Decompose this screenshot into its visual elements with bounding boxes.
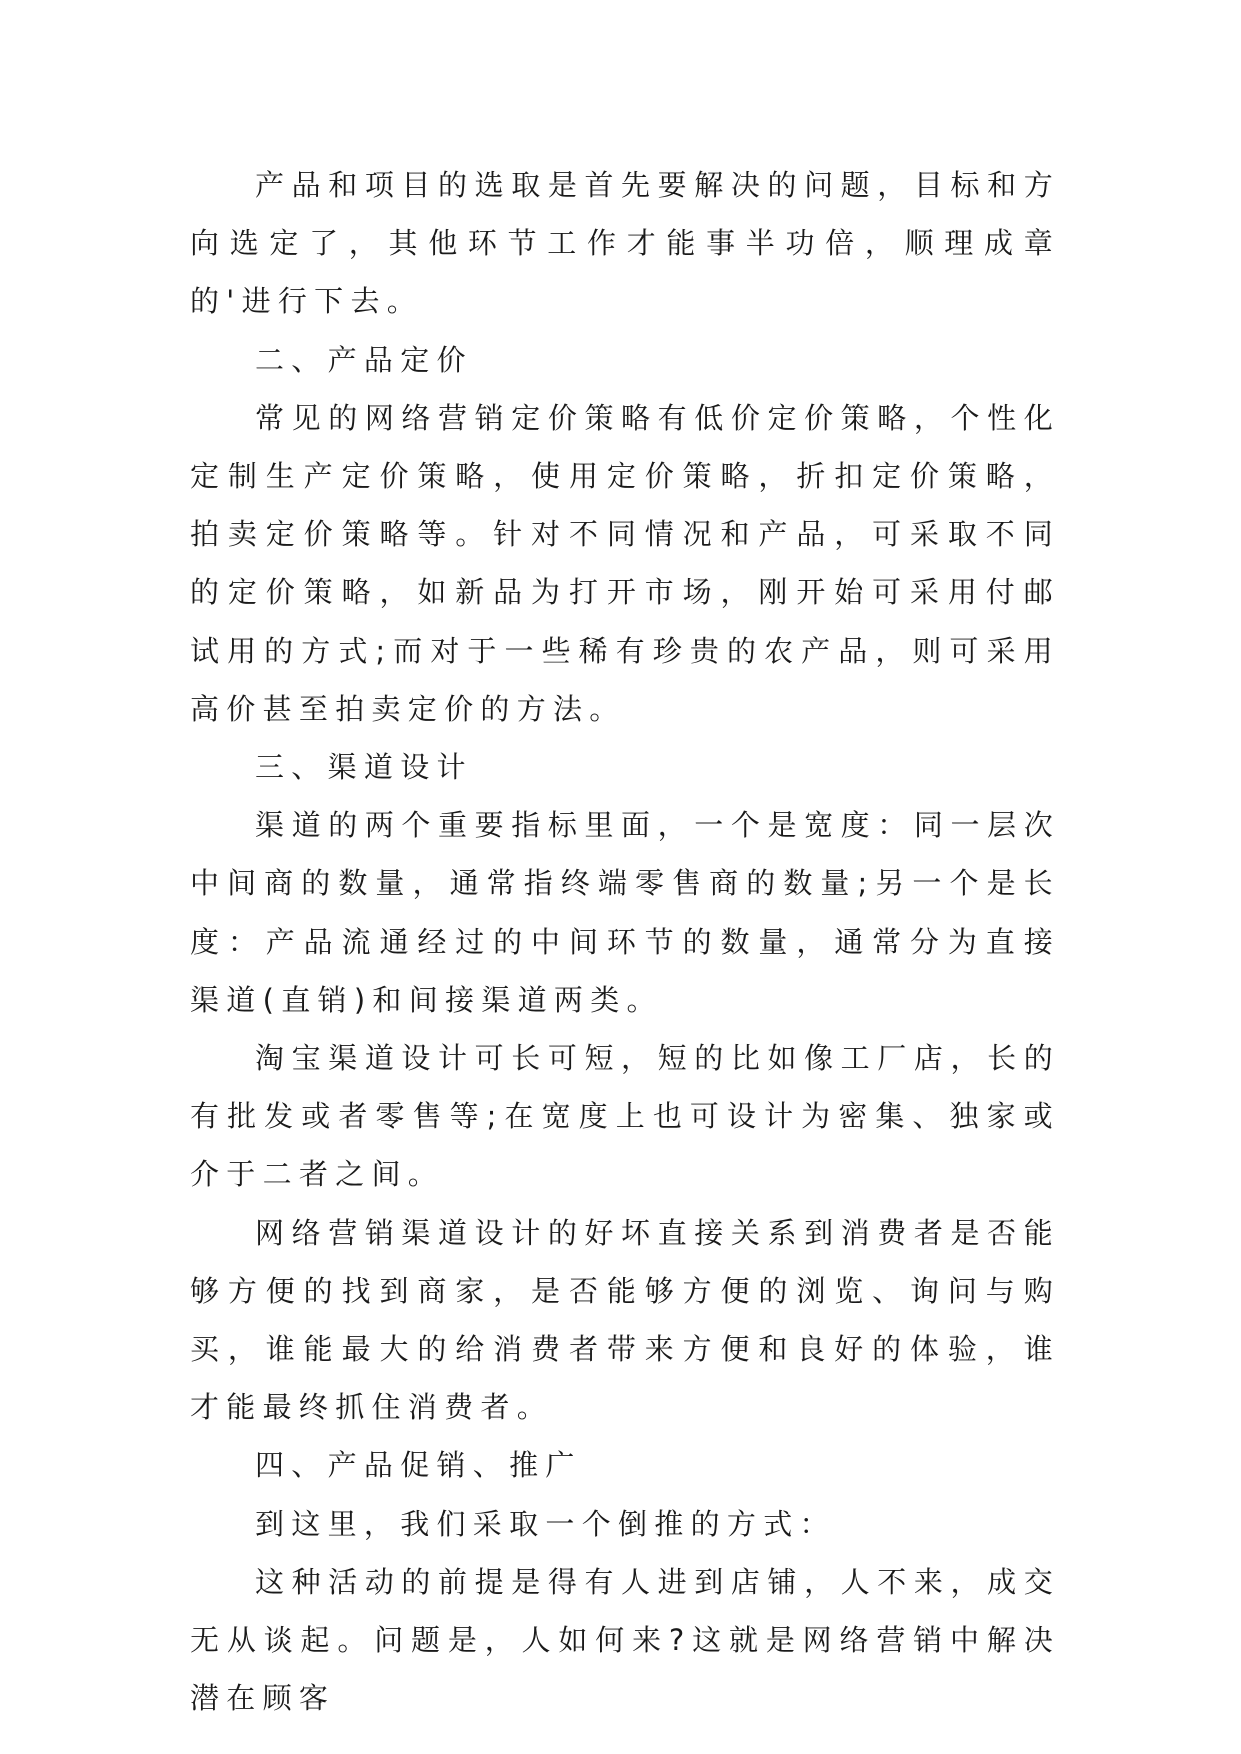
heading-channel-design: 三、渠道设计 bbox=[255, 750, 473, 785]
paragraph-reverse-approach: 到这里，我们采取一个倒推的方式： bbox=[255, 1506, 836, 1541]
paragraph-channel-metrics: 渠道的两个重要指标里面，一个是宽度：同一层次中间商的数量，通常指终端零售商的数量;另一个是长度：产品流通经过的中间环节的数量，通常分为直接渠道(直销)和间接渠道两类。 bbox=[190, 808, 1060, 1017]
document-body bbox=[190, 156, 1060, 1727]
paragraph-channel-quality: 网络营销渠道设计的好坏直接关系到消费者是否能够方便的找到商家，是否能够方便的浏览、询问与购买，谁能最大的给消费者带来方便和良好的体验，谁才能最终抓住消费者。 bbox=[190, 1215, 1060, 1425]
heading-promotion: 四、产品促销、推广 bbox=[255, 1448, 582, 1483]
paragraph-taobao-channel: 淘宝渠道设计可长可短，短的比如像工厂店，长的有批发或者零售等;在宽度上也可设计为密集、独家或介于二者之间。 bbox=[190, 1041, 1060, 1192]
paragraph-product-selection: 产品和项目的选取是首先要解决的问题，目标和方向选定了，其他环节工作才能事半功倍，顺理成章的'进行下去。 bbox=[190, 168, 1060, 319]
paragraph-pricing-strategies: 常见的网络营销定价策略有低价定价策略，个性化定制生产定价策略，使用定价策略，折扣定价策略，拍卖定价策略等。针对不同情况和产品，可采取不同的定价策略，如新品为打开市场，刚开始可采用付邮试用的方式;而对于一些稀有珍贵的农产品，则可采用高价甚至拍卖定价的方法。 bbox=[190, 400, 1060, 726]
heading-product-pricing: 二、产品定价 bbox=[255, 342, 473, 377]
paragraph-traffic-premise: 这种活动的前提是得有人进到店铺，人不来，成交无从谈起。问题是，人如何来?这就是网络营销中解决潜在顾客 bbox=[190, 1564, 1060, 1716]
